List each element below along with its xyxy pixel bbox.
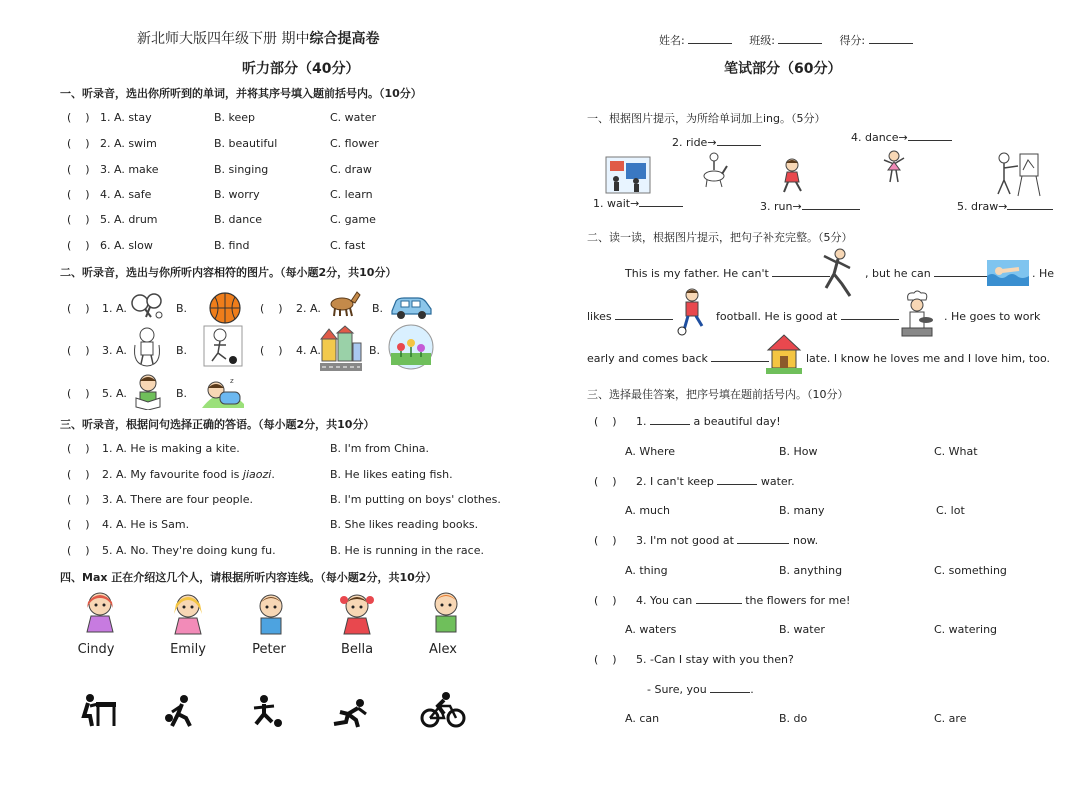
option-b: B. find [214, 239, 250, 252]
passage-line-3 [587, 352, 769, 365]
question-3 [636, 534, 818, 547]
answer-blank[interactable] [934, 276, 992, 277]
q5-option-a-label: 5. A. [102, 387, 127, 400]
football-boy-icon [676, 288, 710, 336]
answer-blank[interactable] [737, 543, 789, 544]
option-c: C. What [934, 445, 978, 458]
option-c: C. watering [934, 623, 998, 636]
piano-player-icon[interactable] [80, 692, 118, 728]
passage-line-1c: . He [1032, 267, 1055, 280]
option-c: C. are [934, 712, 967, 725]
word-ride-label: 2. ride→ [672, 136, 717, 149]
cooking-chef-icon [898, 290, 936, 338]
answer-paren[interactable]: ( ) [67, 518, 90, 531]
jump-rope-kid-icon[interactable] [130, 325, 164, 367]
kid-name-cindy: Cindy [77, 642, 115, 657]
option-a: 6. A. slow [100, 239, 153, 252]
kid-name-bella: Bella [340, 642, 374, 657]
answer-paren[interactable]: ( ) [67, 213, 90, 226]
question-text: now. [792, 534, 819, 547]
option-a-end: . [271, 468, 275, 481]
option-b: B. singing [214, 163, 269, 176]
basketball-icon[interactable] [208, 291, 242, 325]
option-b: B. He is running in the race. [330, 544, 484, 557]
q4-option-b-label: B. [369, 344, 381, 357]
option-b: B. She likes reading books. [330, 518, 479, 531]
drawing-man-icon [992, 150, 1042, 198]
word-dance-label: 4. dance→ [851, 131, 908, 144]
option-c: C. fast [330, 239, 366, 252]
passage-line-3b: late. I know he loves me and I love him, too. [806, 352, 1050, 365]
word-run-label: 3. run→ [760, 200, 802, 213]
passage-line-2 [587, 310, 673, 323]
option-a: 4. A. He is Sam. [102, 518, 190, 531]
score-field[interactable] [869, 43, 913, 44]
answer-blank[interactable] [711, 361, 769, 362]
kung-fu-icon [820, 248, 854, 298]
option-b: B. many [779, 504, 825, 517]
exam-title-normal: 新北师大版四年级下册 期中 [137, 31, 310, 47]
kid-bella-avatar[interactable] [336, 590, 378, 640]
question-1 [636, 415, 781, 428]
q3-option-b-label: B. [176, 344, 188, 357]
kid-name-peter: Peter [252, 642, 286, 657]
dancing-girl-icon [880, 150, 908, 184]
answer-paren[interactable]: ( ) [67, 188, 90, 201]
answer-blank[interactable] [615, 319, 673, 320]
sleeping-kid-icon[interactable] [200, 374, 244, 408]
bus-stop-waiting-icon [604, 155, 652, 195]
answer-paren[interactable]: ( ) [594, 594, 617, 607]
horse-riding-icon [700, 152, 730, 188]
exam-title [137, 28, 379, 48]
passage-line-2b [716, 310, 899, 323]
listening-section-4-heading: 四、Max 正在介绍这几个人，请根据所听内容连线。（每小题2分，共10分） [60, 571, 437, 584]
flowers-icon[interactable] [387, 323, 435, 371]
passage-line-1b [865, 267, 992, 280]
passage-text: , but he can [865, 267, 931, 280]
word-wait-label: 1. wait→ [593, 197, 640, 210]
town-buildings-icon[interactable] [320, 325, 362, 373]
option-c: C. flower [330, 137, 379, 150]
runner-icon[interactable] [330, 698, 370, 728]
question-2 [636, 475, 795, 488]
answer-blank[interactable] [802, 209, 860, 210]
answer-blank[interactable] [650, 424, 690, 425]
name-field[interactable] [688, 43, 732, 44]
answer-paren[interactable]: ( ) [67, 493, 90, 506]
running-girl-icon [778, 158, 806, 196]
option-c: C. water [330, 111, 377, 124]
option-c: C. something [934, 564, 1007, 577]
table-tennis-icon[interactable] [130, 293, 164, 321]
listening-section-1-heading: 一、听录音，选出你所听到的单词，并将其序号填入题前括号内。（10分） [60, 87, 422, 100]
q3-option-a-label: 3. A. [102, 344, 127, 357]
word-draw-label: 5. draw→ [957, 200, 1008, 213]
listening-section-2-heading: 二、听录音，选出与你所听内容相符的图片。（每小题2分，共10分） [60, 266, 397, 279]
question-text: 4. You can [636, 594, 693, 607]
writing-part-title: 笔试部分（60分） [724, 61, 842, 77]
question-5-reply [647, 683, 754, 696]
writing-section-2-heading: 二、读一读，根据图片提示，把句子补充完整。（5分） [587, 231, 853, 244]
option-b: B. I'm from China. [330, 442, 430, 455]
question-text: 3. I'm not good at [636, 534, 734, 547]
question-text: - Sure, you [647, 683, 707, 696]
class-field[interactable] [778, 43, 822, 44]
word-run [760, 200, 860, 213]
answer-blank[interactable] [710, 692, 750, 693]
exam-title-bold: 综合提高卷 [309, 31, 380, 47]
option-b: B. worry [214, 188, 260, 201]
option-c: C. lot [936, 504, 965, 517]
kid-name-alex: Alex [429, 642, 457, 657]
question-text: a beautiful day! [693, 415, 781, 428]
cyclist-icon[interactable] [420, 692, 466, 728]
answer-paren[interactable]: ( ) [260, 344, 283, 357]
listening-section-3-heading: 三、听录音，根据问句选择正确的答语。（每小题2分，共10分） [60, 418, 375, 431]
name-label: 姓名: [659, 34, 685, 47]
option-b: B. beautiful [214, 137, 278, 150]
horse-icon[interactable] [326, 288, 362, 318]
question-text: the flowers for me! [745, 594, 851, 607]
question-number: 1. [636, 415, 647, 428]
passage-line-2c: . He goes to work [944, 310, 1041, 323]
home-icon [766, 332, 802, 374]
kid-peter-avatar[interactable] [250, 590, 292, 640]
option-b: B. How [779, 445, 818, 458]
car-icon[interactable] [388, 293, 434, 321]
option-b: B. dance [214, 213, 263, 226]
passage-text: early and comes back [587, 352, 708, 365]
answer-paren[interactable]: ( ) [67, 111, 90, 124]
class-label: 班级: [749, 34, 775, 47]
option-a-text: 2. A. My favourite food is [102, 468, 243, 481]
option-a: A. thing [625, 564, 668, 577]
passage-text: This is my father. He can't [625, 267, 769, 280]
kid-alex-avatar[interactable] [425, 588, 467, 638]
option-a: 1. A. He is making a kite. [102, 442, 240, 455]
student-info-header [659, 32, 913, 48]
option-b: B. I'm putting on boys' clothes. [330, 493, 501, 506]
answer-paren[interactable]: ( ) [594, 475, 617, 488]
option-a: 5. A. No. They're doing kung fu. [102, 544, 276, 557]
word-ride [672, 136, 761, 149]
option-a: A. can [625, 712, 660, 725]
swimming-icon [987, 260, 1029, 286]
option-a: 3. A. make [100, 163, 159, 176]
word-wait [593, 197, 683, 210]
option-b: B. He likes eating fish. [330, 468, 453, 481]
option-a: A. Where [625, 445, 675, 458]
option-c: C. learn [330, 188, 373, 201]
answer-paren[interactable]: ( ) [594, 653, 617, 666]
kid-name-emily: Emily [170, 642, 206, 657]
option-c: C. draw [330, 163, 372, 176]
option-a: 5. A. drum [100, 213, 158, 226]
option-b: B. anything [779, 564, 843, 577]
option-b: B. water [779, 623, 825, 636]
answer-paren[interactable]: ( ) [260, 302, 283, 315]
answer-paren[interactable]: ( ) [67, 344, 90, 357]
option-b: B. do [779, 712, 808, 725]
football-player-icon[interactable] [248, 694, 284, 728]
answer-blank[interactable] [841, 319, 899, 320]
word-draw [957, 200, 1053, 213]
option-a: 4. A. safe [100, 188, 152, 201]
word-dance [851, 131, 952, 144]
answer-paren[interactable]: ( ) [67, 544, 90, 557]
answer-paren[interactable]: ( ) [67, 442, 90, 455]
answer-blank[interactable] [908, 140, 952, 141]
score-label: 得分: [839, 34, 866, 47]
answer-blank[interactable] [1007, 209, 1053, 210]
passage-line-1 [625, 267, 830, 280]
football-kid-icon[interactable] [202, 324, 244, 368]
option-a [102, 468, 275, 481]
answer-blank[interactable] [717, 145, 761, 146]
answer-blank[interactable] [717, 484, 757, 485]
option-a: A. waters [625, 623, 677, 636]
option-a: 1. A. stay [100, 111, 152, 124]
writing-section-3-heading: 三、选择最佳答案，把序号填在题前括号内。（10分） [587, 388, 849, 401]
q4-option-a-label: 4. A. [296, 344, 321, 357]
q2-option-a-label: 2. A. [296, 302, 321, 315]
option-a: 3. A. There are four people. [102, 493, 253, 506]
answer-paren[interactable]: ( ) [67, 302, 90, 315]
question-5: 5. -Can I stay with you then? [636, 653, 794, 666]
option-b: B. keep [214, 111, 256, 124]
q2-option-b-label: B. [372, 302, 384, 315]
answer-paren[interactable]: ( ) [594, 415, 617, 428]
passage-text: football. He is good at [716, 310, 838, 323]
passage-text: likes [587, 310, 612, 323]
answer-paren[interactable]: ( ) [67, 137, 90, 150]
answer-blank[interactable] [639, 206, 683, 207]
q1-option-b-label: B. [176, 302, 188, 315]
kid-cindy-avatar[interactable] [79, 588, 121, 638]
q1-option-a-label: 1. A. [102, 302, 127, 315]
reading-kid-icon[interactable] [130, 372, 166, 410]
option-a: 2. A. swim [100, 137, 157, 150]
basketball-player-icon[interactable] [164, 694, 200, 728]
svg-text:z: z [230, 377, 234, 385]
answer-paren[interactable]: ( ) [67, 163, 90, 176]
question-text: . [750, 683, 754, 696]
question-text: water. [760, 475, 795, 488]
answer-blank[interactable] [696, 603, 742, 604]
answer-paren[interactable]: ( ) [594, 534, 617, 547]
listening-part-title: 听力部分（40分） [242, 61, 360, 77]
q5-option-b-label: B. [176, 387, 188, 400]
question-text: 2. I can't keep [636, 475, 714, 488]
answer-paren[interactable]: ( ) [67, 387, 90, 400]
answer-paren[interactable]: ( ) [67, 468, 90, 481]
kid-emily-avatar[interactable] [167, 590, 209, 640]
option-a-italic: jiaozi [242, 468, 272, 481]
answer-paren[interactable]: ( ) [67, 239, 90, 252]
option-c: C. game [330, 213, 376, 226]
option-a: A. much [625, 504, 671, 517]
writing-section-1-heading: 一、根据图片提示，为所给单词加上ing。（5分） [587, 112, 826, 125]
question-4 [636, 594, 850, 607]
